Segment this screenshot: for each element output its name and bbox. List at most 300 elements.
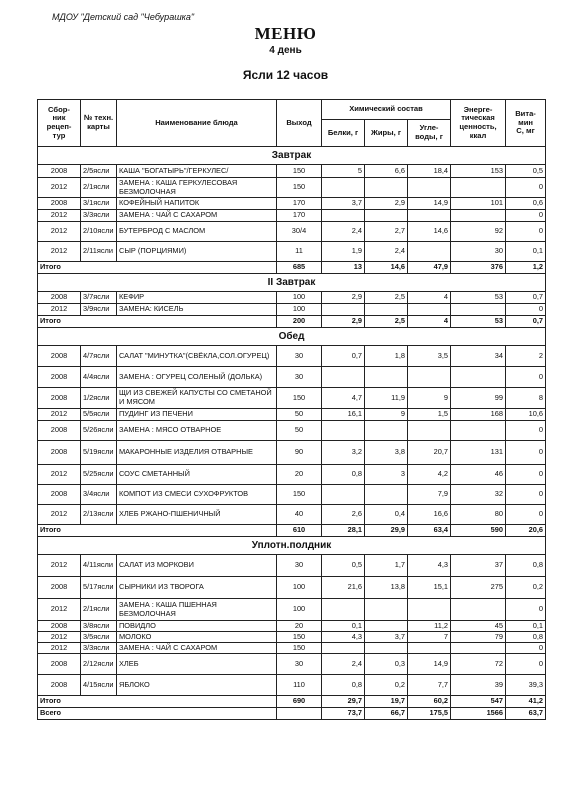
dish-row [38,577,546,599]
dish-name: СЫР (ПОРЦИЯМИ) [117,242,277,262]
dish-row [38,421,546,441]
total-energy: 376 [451,262,506,274]
age-group: Ясли 12 часов [242,68,329,82]
organization-name: МДОУ "Детский сад "Чебурашка" [52,12,195,22]
dish-name: ПОВИДЛО [117,621,277,632]
total-fat: 14,6 [365,262,408,274]
energy-value [451,367,506,388]
dish-row [38,441,546,465]
recipe-collection: 2012 [38,505,81,525]
grand-total-row [38,708,546,720]
protein-value: 16,1 [322,409,365,421]
tech-card-number: 5/25ясли [81,465,117,485]
meal-section-title: Обед [38,328,546,346]
fat-value: 2,5 [365,292,408,304]
fat-value: 6,6 [365,165,408,178]
carbs-value [408,178,451,198]
dish-yield: 150 [277,643,322,654]
dish-yield: 30 [277,654,322,675]
protein-value [322,421,365,441]
vitamin-c-value: 0,5 [506,165,546,178]
fat-value [365,643,408,654]
grand-total-protein: 73,7 [322,708,365,720]
tech-card-number: 2/5ясли [81,165,117,178]
protein-value: 2,6 [322,505,365,525]
vitamin-c-value: 0,7 [506,292,546,304]
recipe-collection: 2008 [38,367,81,388]
fat-value [365,178,408,198]
dish-yield: 150 [277,485,322,505]
dish-row [38,222,546,242]
total-energy: 547 [451,696,506,708]
grand-total-vitamin-c: 63,7 [506,708,546,720]
tech-card-number: 2/1ясли [81,599,117,621]
protein-value: 4,3 [322,632,365,643]
section-total-row [38,696,546,708]
tech-card-number: 1/2ясли [81,388,117,409]
recipe-collection: 2012 [38,632,81,643]
vitamin-c-value: 0,8 [506,632,546,643]
total-fat: 29,9 [365,525,408,537]
vitamin-c-value: 0 [506,210,546,222]
vitamin-c-value: 0 [506,654,546,675]
recipe-collection: 2008 [38,346,81,367]
recipe-collection: 2008 [38,485,81,505]
fat-value [365,485,408,505]
dish-name: БУТЕРБРОД С МАСЛОМ [117,222,277,242]
fat-value: 3 [365,465,408,485]
total-yield: 610 [277,525,322,537]
vitamin-c-value: 0 [506,178,546,198]
energy-value: 80 [451,505,506,525]
dish-name: САЛАТ ИЗ МОРКОВИ [117,555,277,577]
dish-yield: 150 [277,178,322,198]
meal-section-title: Уплотн.полдник [38,537,546,555]
dish-row [38,465,546,485]
energy-value [451,421,506,441]
energy-value: 45 [451,621,506,632]
carbs-value: 1,5 [408,409,451,421]
energy-value: 53 [451,292,506,304]
total-protein: 28,1 [322,525,365,537]
total-fat: 2,5 [365,316,408,328]
fat-value: 2,4 [365,242,408,262]
dish-yield: 30 [277,346,322,367]
tech-card-number: 2/1ясли [81,178,117,198]
dish-row [38,409,546,421]
vitamin-c-value: 0 [506,304,546,316]
fat-value: 2,7 [365,222,408,242]
dish-row [38,178,546,198]
carbs-value: 11,2 [408,621,451,632]
dish-yield: 150 [277,388,322,409]
dish-name: ЗАМЕНА : ЧАЙ С САХАРОМ [117,210,277,222]
dish-name: КАША "БОГАТЫРЬ"/ГЕРКУЛЕС/ [117,165,277,178]
fat-value: 13,8 [365,577,408,599]
recipe-collection: 2008 [38,421,81,441]
carbs-value: 4 [408,292,451,304]
energy-value [451,304,506,316]
dish-row [38,304,546,316]
recipe-collection: 2008 [38,675,81,696]
protein-value: 3,2 [322,441,365,465]
vitamin-c-value: 0 [506,441,546,465]
dish-yield: 20 [277,465,322,485]
tech-card-number: 2/13ясли [81,505,117,525]
dish-row [38,555,546,577]
recipe-collection: 2008 [38,292,81,304]
recipe-collection: 2008 [38,165,81,178]
carbs-value [408,643,451,654]
protein-value: 2,4 [322,654,365,675]
dish-row [38,643,546,654]
fat-value [365,367,408,388]
protein-value: 0,8 [322,465,365,485]
recipe-collection: 2012 [38,222,81,242]
tech-card-number: 4/15ясли [81,675,117,696]
header-fat: Жиры, г [365,120,408,147]
vitamin-c-value: 0,2 [506,577,546,599]
dish-name: ЗАМЕНА : КАША ПШЕННАЯ БЕЗМОЛОЧНАЯ [117,599,277,621]
recipe-collection: 2012 [38,178,81,198]
tech-card-number: 2/12ясли [81,654,117,675]
total-vitamin-c: 0,7 [506,316,546,328]
energy-value: 32 [451,485,506,505]
energy-value: 168 [451,409,506,421]
dish-name: ЗАМЕНА : ОГУРЕЦ СОЛЕНЫЙ (ДОЛЬКА) [117,367,277,388]
tech-card-number: 3/8ясли [81,621,117,632]
vitamin-c-value: 0 [506,485,546,505]
recipe-collection: 2012 [38,210,81,222]
carbs-value: 3,5 [408,346,451,367]
dish-yield: 50 [277,409,322,421]
dish-row [38,505,546,525]
meal-section-title: Завтрак [38,147,546,165]
dish-row [38,367,546,388]
dish-row [38,675,546,696]
vitamin-c-value: 0 [506,421,546,441]
carbs-value [408,421,451,441]
tech-card-number: 4/7ясли [81,346,117,367]
dish-yield: 50 [277,421,322,441]
meal-section-header [38,328,546,346]
carbs-value: 14,9 [408,198,451,210]
header-collection: Сбор- ник рецеп- тур [38,100,81,147]
vitamin-c-value: 0,1 [506,621,546,632]
carbs-value: 4,3 [408,555,451,577]
carbs-value: 7,9 [408,485,451,505]
fat-value: 3,8 [365,441,408,465]
dish-row [38,165,546,178]
protein-value: 21,6 [322,577,365,599]
carbs-value: 9 [408,388,451,409]
dish-yield: 100 [277,599,322,621]
energy-value: 46 [451,465,506,485]
total-yield: 690 [277,696,322,708]
total-vitamin-c: 1,2 [506,262,546,274]
dish-name: ЗАМЕНА: КИСЕЛЬ [117,304,277,316]
vitamin-c-value: 0 [506,505,546,525]
total-protein: 2,9 [322,316,365,328]
carbs-value: 14,9 [408,654,451,675]
carbs-value: 7 [408,632,451,643]
fat-value: 1,7 [365,555,408,577]
dish-row [38,388,546,409]
tech-card-number: 3/1ясли [81,198,117,210]
energy-value [451,599,506,621]
protein-value: 3,7 [322,198,365,210]
energy-value: 275 [451,577,506,599]
section-total-row [38,262,546,274]
recipe-collection: 2008 [38,441,81,465]
carbs-value [408,210,451,222]
energy-value: 131 [451,441,506,465]
tech-card-number: 3/5ясли [81,632,117,643]
fat-value: 9 [365,409,408,421]
dish-name: ЗАМЕНА : ЧАЙ С САХАРОМ [117,643,277,654]
total-protein: 29,7 [322,696,365,708]
dish-row [38,599,546,621]
dish-row [38,242,546,262]
grand-total-fat: 66,7 [365,708,408,720]
protein-value: 2,9 [322,292,365,304]
carbs-value: 20,7 [408,441,451,465]
carbs-value: 15,1 [408,577,451,599]
dish-row [38,632,546,643]
dish-name: ХЛЕБ [117,654,277,675]
recipe-collection: 2012 [38,409,81,421]
fat-value: 1,8 [365,346,408,367]
dish-name: КОФЕЙНЫЙ НАПИТОК [117,198,277,210]
protein-value: 0,1 [322,621,365,632]
dish-yield: 150 [277,165,322,178]
protein-value: 4,7 [322,388,365,409]
vitamin-c-value: 39,3 [506,675,546,696]
fat-value [365,304,408,316]
grand-total-yield [277,708,322,720]
dish-yield: 11 [277,242,322,262]
protein-value: 1,9 [322,242,365,262]
protein-value: 0,5 [322,555,365,577]
fat-value: 2,9 [365,198,408,210]
recipe-collection: 2008 [38,654,81,675]
total-yield: 685 [277,262,322,274]
dish-yield: 30/4 [277,222,322,242]
dish-yield: 100 [277,577,322,599]
fat-value: 0,2 [365,675,408,696]
protein-value [322,367,365,388]
recipe-collection: 2012 [38,465,81,485]
tech-card-number: 3/7ясли [81,292,117,304]
meal-section-header [38,274,546,292]
dish-row [38,346,546,367]
energy-value: 39 [451,675,506,696]
energy-value: 34 [451,346,506,367]
recipe-collection: 2008 [38,198,81,210]
recipe-collection: 2012 [38,242,81,262]
vitamin-c-value: 0 [506,222,546,242]
recipe-collection: 2012 [38,599,81,621]
header-dish: Наименование блюда [117,100,277,147]
tech-card-number: 2/11ясли [81,242,117,262]
dish-name: КЕФИР [117,292,277,304]
fat-value [365,210,408,222]
protein-value [322,304,365,316]
dish-name: МОЛОКО [117,632,277,643]
dish-name: ЗАМЕНА : КАША ГЕРКУЛЕСОВАЯ БЕЗМОЛОЧНАЯ [117,178,277,198]
carbs-value [408,304,451,316]
recipe-collection: 2012 [38,643,81,654]
dish-name: ЩИ ИЗ СВЕЖЕЙ КАПУСТЫ СО СМЕТАНОЙ И МЯСОМ [117,388,277,409]
dish-yield: 100 [277,292,322,304]
protein-value: 0,7 [322,346,365,367]
total-fat: 19,7 [365,696,408,708]
total-energy: 53 [451,316,506,328]
meal-section-title: II Завтрак [38,274,546,292]
tech-card-number: 3/4ясли [81,485,117,505]
protein-value: 0,8 [322,675,365,696]
header-protein: Белки, г [322,120,365,147]
carbs-value: 7,7 [408,675,451,696]
recipe-collection: 2008 [38,621,81,632]
fat-value [365,599,408,621]
tech-card-number: 3/9ясли [81,304,117,316]
fat-value: 0,3 [365,654,408,675]
dish-yield: 20 [277,621,322,632]
tech-card-number: 4/4ясли [81,367,117,388]
energy-value: 153 [451,165,506,178]
dish-name: СЫРНИКИ ИЗ ТВОРОГА [117,577,277,599]
dish-row [38,210,546,222]
dish-name: ЗАМЕНА : МЯСО ОТВАРНОЕ [117,421,277,441]
total-carbs: 47,9 [408,262,451,274]
energy-value: 92 [451,222,506,242]
meal-section-header [38,147,546,165]
protein-value [322,178,365,198]
total-carbs: 63,4 [408,525,451,537]
tech-card-number: 3/3ясли [81,643,117,654]
carbs-value: 14,6 [408,222,451,242]
energy-value: 79 [451,632,506,643]
vitamin-c-value: 0,8 [506,555,546,577]
header-chemical-composition: Химический состав [322,100,451,120]
fat-value: 11,9 [365,388,408,409]
vitamin-c-value: 2 [506,346,546,367]
dish-name: ПУДИНГ ИЗ ПЕЧЕНИ [117,409,277,421]
total-label: Итого [38,262,277,274]
fat-value [365,621,408,632]
total-protein: 13 [322,262,365,274]
energy-value: 101 [451,198,506,210]
dish-name: МАКАРОННЫЕ ИЗДЕЛИЯ ОТВАРНЫЕ [117,441,277,465]
tech-card-number: 2/10ясли [81,222,117,242]
recipe-collection: 2008 [38,388,81,409]
dish-row [38,198,546,210]
tech-card-number: 5/26ясли [81,421,117,441]
vitamin-c-value: 0 [506,599,546,621]
vitamin-c-value: 0 [506,465,546,485]
vitamin-c-value: 0,1 [506,242,546,262]
section-total-row [38,316,546,328]
vitamin-c-value: 0 [506,367,546,388]
total-vitamin-c: 41,2 [506,696,546,708]
total-label: Итого [38,316,277,328]
carbs-value: 4,2 [408,465,451,485]
dish-yield: 100 [277,304,322,316]
energy-value: 30 [451,242,506,262]
header-tech-card: № техн. карты [81,100,117,147]
dish-yield: 150 [277,632,322,643]
carbs-value: 16,6 [408,505,451,525]
header-energy: Энерге- тическая ценность, ккал [451,100,506,147]
protein-value [322,485,365,505]
protein-value: 2,4 [322,222,365,242]
protein-value [322,643,365,654]
dish-yield: 110 [277,675,322,696]
vitamin-c-value: 0 [506,643,546,654]
header-vitamin-c: Вита- мин С, мг [506,100,546,147]
dish-row [38,621,546,632]
total-carbs: 4 [408,316,451,328]
energy-value: 99 [451,388,506,409]
total-energy: 590 [451,525,506,537]
energy-value [451,210,506,222]
section-total-row [38,525,546,537]
fat-value: 3,7 [365,632,408,643]
menu-body [38,147,546,720]
tech-card-number: 5/19ясли [81,441,117,465]
recipe-collection: 2012 [38,304,81,316]
dish-yield: 90 [277,441,322,465]
menu-table [37,99,546,720]
recipe-collection: 2008 [38,577,81,599]
energy-value: 72 [451,654,506,675]
dish-yield: 40 [277,505,322,525]
grand-total-label: Всего [38,708,277,720]
page-title: МЕНЮ [254,24,317,43]
dish-name: СОУС СМЕТАННЫЙ [117,465,277,485]
total-label: Итого [38,696,277,708]
header-carbs: Угле- воды, г [408,120,451,147]
tech-card-number: 4/11ясли [81,555,117,577]
dish-row [38,292,546,304]
recipe-collection: 2012 [38,555,81,577]
tech-card-number: 3/3ясли [81,210,117,222]
dish-yield: 170 [277,210,322,222]
energy-value [451,178,506,198]
dish-yield: 30 [277,367,322,388]
total-yield: 200 [277,316,322,328]
header-yield: Выход [277,100,322,147]
dish-row [38,654,546,675]
carbs-value: 18,4 [408,165,451,178]
protein-value [322,599,365,621]
vitamin-c-value: 8 [506,388,546,409]
carbs-value [408,599,451,621]
menu-day: 4 день [269,45,302,56]
total-vitamin-c: 20,6 [506,525,546,537]
fat-value [365,421,408,441]
meal-section-header [38,537,546,555]
total-carbs: 60,2 [408,696,451,708]
energy-value: 37 [451,555,506,577]
fat-value: 0,4 [365,505,408,525]
dish-name: САЛАТ "МИНУТКА"(СВЁКЛА,СОЛ.ОГУРЕЦ) [117,346,277,367]
vitamin-c-value: 10,6 [506,409,546,421]
tech-card-number: 5/5ясли [81,409,117,421]
carbs-value [408,242,451,262]
dish-name: ХЛЕБ РЖАНО-ПШЕНИЧНЫЙ [117,505,277,525]
